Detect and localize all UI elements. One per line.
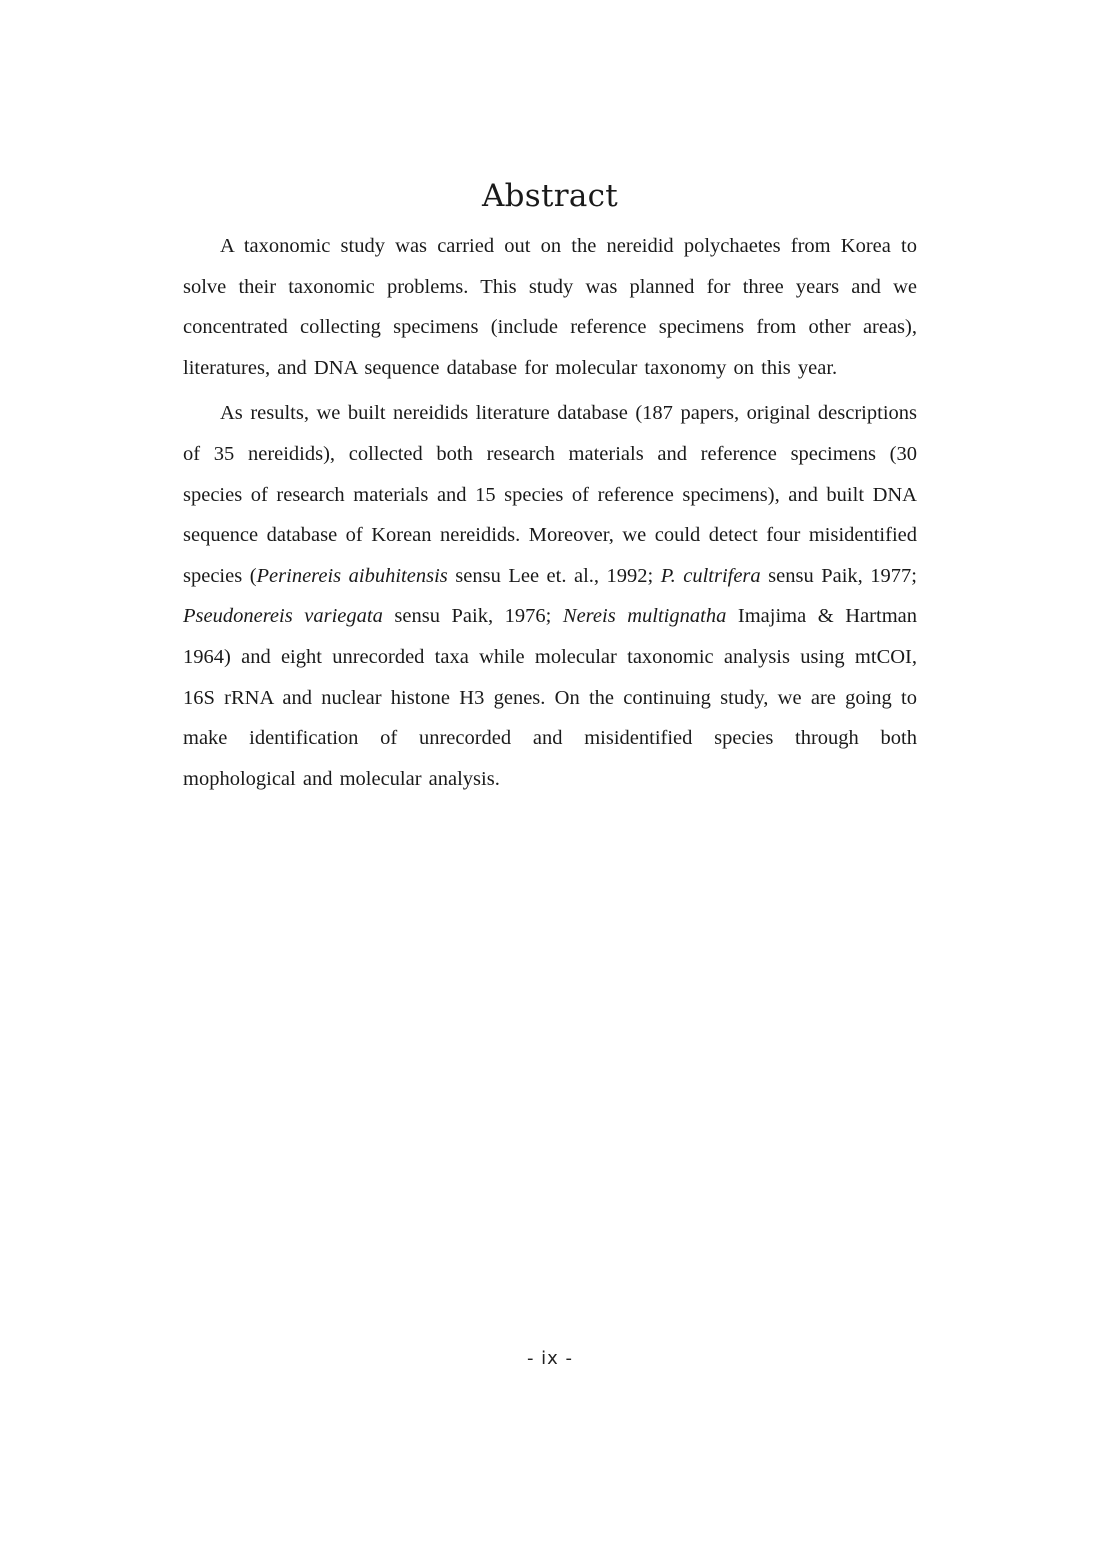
species-name: Nereis multignatha bbox=[562, 605, 727, 628]
abstract-body bbox=[183, 226, 917, 799]
text-run: sensu Paik, 1977; bbox=[760, 564, 917, 587]
text-run: sensu Lee et. al., 1992; bbox=[447, 564, 661, 587]
text-run: A taxonomic study was carried out on the nereidid polychaetes from Korea to solve their taxonomic problems. This study was planned for three years and we concentrated collecting specimens (include reference specimens from other areas), literatures, and DNA sequence database for molecular taxonomy on this year. bbox=[183, 235, 917, 379]
page-number: - ix - bbox=[526, 1348, 574, 1369]
species-name: Pseudonereis variegata bbox=[183, 605, 383, 628]
abstract-paragraph bbox=[183, 226, 917, 388]
text-run: Imajima & Hartman 1964) and eight unrecorded taxa while molecular taxonomic analysis using mtCOI, 16S rRNA and nuclear histone H3 genes. On the continuing study, we are going to make identification of unrecorded and misidentified species through both mophological and molecular analysis. bbox=[183, 605, 917, 790]
page-title: Abstract bbox=[481, 178, 619, 214]
species-name: Perinereis aibuhitensis bbox=[256, 564, 448, 587]
text-run: sensu Paik, 1976; bbox=[382, 605, 563, 628]
text-run: As results, we built nereidids literature database (187 papers, original descriptions of 35 nereidids), collected both research materials and reference specimens (30 species of research materials and 15 species of reference specimens), and built DNA sequence database of Korean nereidids. Moreover, we could detect four misidentified species ( bbox=[183, 402, 917, 587]
abstract-paragraph bbox=[183, 393, 917, 799]
species-name: P. cultrifera bbox=[660, 564, 761, 587]
